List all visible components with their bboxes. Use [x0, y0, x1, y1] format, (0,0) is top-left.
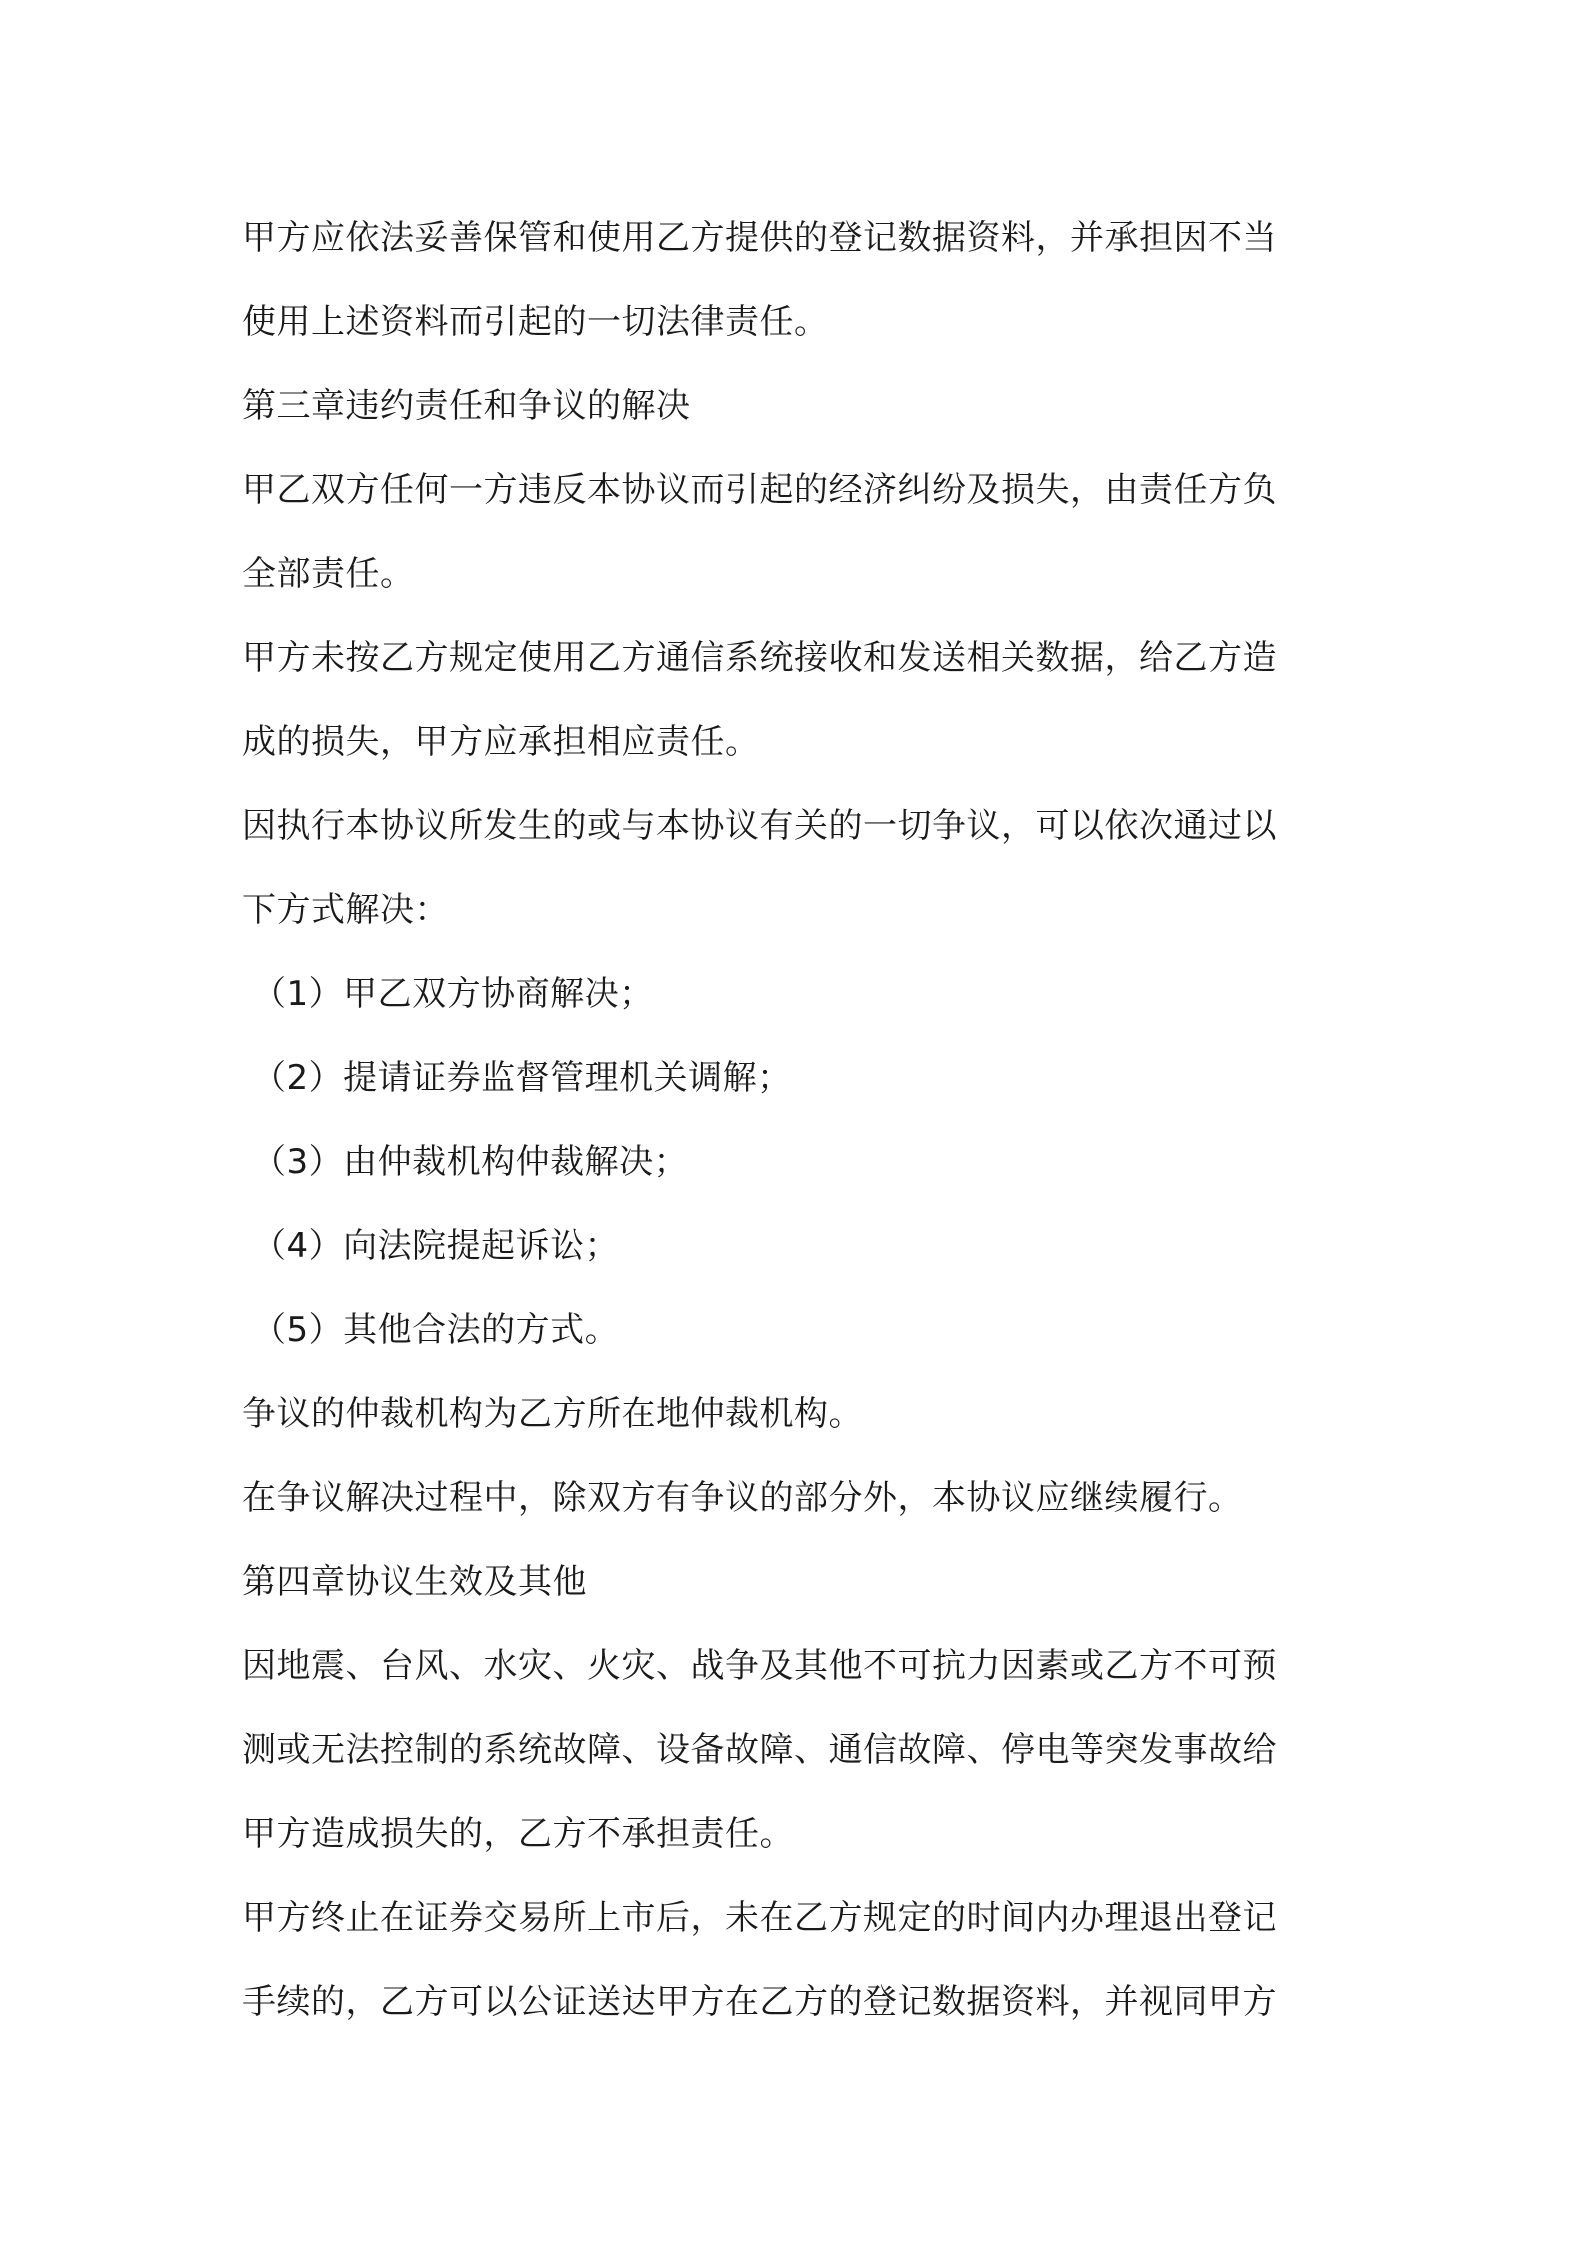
- paragraph-line: 因地震、台风、水灾、火灾、战争及其他不可抗力因素或乙方不可预: [242, 1646, 1277, 1686]
- list-item: （5）其他合法的方式。: [252, 1310, 620, 1350]
- paragraph-line: 因执行本协议所发生的或与本协议有关的一切争议，可以依次通过以: [242, 806, 1277, 846]
- chapter-heading: 第三章违约责任和争议的解决: [242, 386, 691, 426]
- list-item: （2）提请证券监督管理机关调解；: [252, 1058, 792, 1098]
- list-item: （1）甲乙双方协商解决；: [252, 974, 654, 1014]
- paragraph-line: 手续的，乙方可以公证送达甲方在乙方的登记数据资料，并视同甲方: [242, 1982, 1277, 2022]
- paragraph-line: 使用上述资料而引起的一切法律责任。: [242, 302, 829, 342]
- list-item: （4）向法院提起诉讼；: [252, 1226, 620, 1266]
- paragraph-line: 成的损失，甲方应承担相应责任。: [242, 722, 760, 762]
- paragraph-line: 全部责任。: [242, 554, 415, 594]
- list-item: （3）由仲裁机构仲裁解决；: [252, 1142, 689, 1182]
- paragraph-line: 甲乙双方任何一方违反本协议而引起的经济纠纷及损失，由责任方负: [242, 470, 1277, 510]
- document-body: [242, 196, 1362, 2044]
- paragraph-line: 在争议解决过程中，除双方有争议的部分外，本协议应继续履行。: [242, 1478, 1243, 1518]
- paragraph-line: 甲方终止在证券交易所上市后，未在乙方规定的时间内办理退出登记: [242, 1898, 1277, 1938]
- paragraph-line: 下方式解决：: [242, 890, 449, 930]
- paragraph-line: 争议的仲裁机构为乙方所在地仲裁机构。: [242, 1394, 863, 1434]
- chapter-heading: 第四章协议生效及其他: [242, 1562, 587, 1602]
- paragraph-line: 甲方造成损失的，乙方不承担责任。: [242, 1814, 794, 1854]
- paragraph-line: 甲方未按乙方规定使用乙方通信系统接收和发送相关数据，给乙方造: [242, 638, 1277, 678]
- paragraph-line: 甲方应依法妥善保管和使用乙方提供的登记数据资料，并承担因不当: [242, 218, 1277, 258]
- paragraph-line: 测或无法控制的系统故障、设备故障、通信故障、停电等突发事故给: [242, 1730, 1277, 1770]
